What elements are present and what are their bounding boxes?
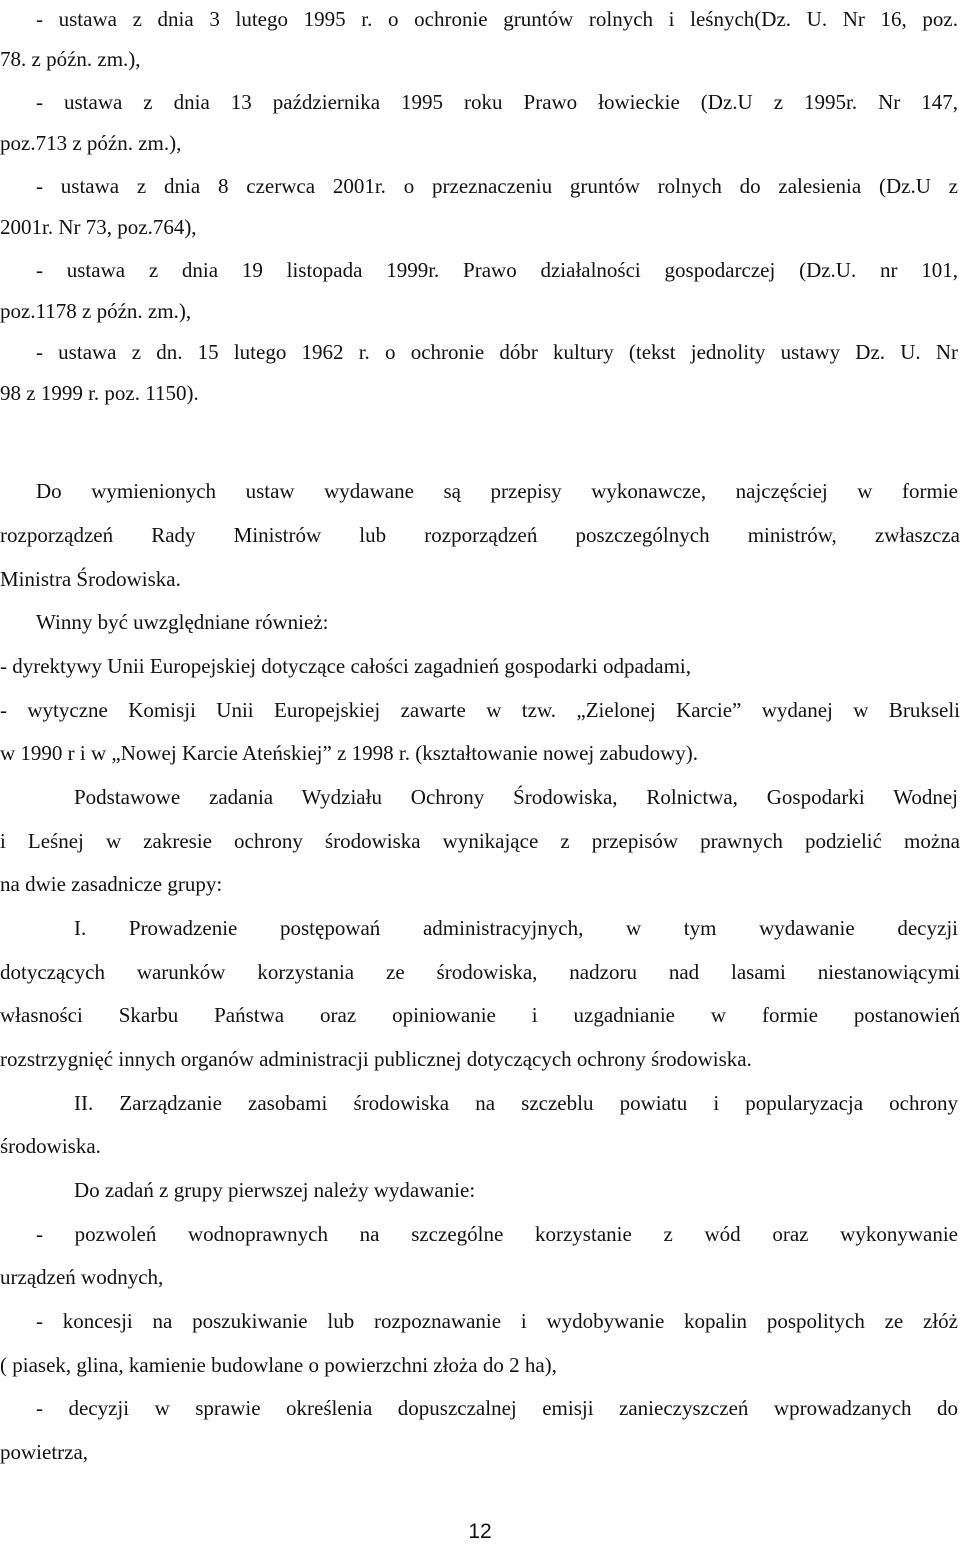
- text-line: - koncesji na poszukiwanie lub rozpoznawanie i wydobywanie kopalin pospolitych ze złóż: [36, 1309, 958, 1333]
- text-line: I. Prowadzenie postępowań administracyjnych, w tym wydawanie decyzji: [74, 916, 958, 940]
- text-line: Podstawowe zadania Wydziału Ochrony Środowiska, Rolnictwa, Gospodarki Wodnej: [74, 785, 958, 809]
- text-line: - dyrektywy Unii Europejskiej dotyczące całości zagadnień gospodarki odpadami,: [0, 654, 692, 678]
- page-number: 12: [468, 1520, 492, 1543]
- text-line: urządzeń wodnych,: [0, 1265, 164, 1289]
- text-line: - ustawa z dnia 3 lutego 1995 r. o ochronie gruntów rolnych i leśnych(Dz. U. Nr 16, poz.: [36, 7, 958, 31]
- text-line: dotyczących warunków korzystania ze środowiska, nadzoru nad lasami niestanowiącymi: [0, 960, 960, 984]
- text-line: środowiska.: [0, 1134, 101, 1158]
- text-line: powietrza,: [0, 1440, 89, 1464]
- text-line: Winny być uwzględniane również:: [36, 610, 329, 634]
- text-line: II. Zarządzanie zasobami środowiska na szczeblu powiatu i popularyzacja ochrony: [74, 1091, 958, 1115]
- text-line: Do wymienionych ustaw wydawane są przepisy wykonawcze, najczęściej w formie: [36, 479, 958, 503]
- text-line: w 1990 r i w „Nowej Karcie Ateńskiej” z 1998 r. (kształtowanie nowej zabudowy).: [0, 741, 699, 765]
- text-line: rozporządzeń Rady Ministrów lub rozporządzeń poszczególnych ministrów, zwłaszcza: [0, 523, 960, 547]
- text-line: - ustawa z dnia 13 października 1995 roku Prawo łowieckie (Dz.U z 1995r. Nr 147,: [36, 90, 958, 114]
- text-line: poz.713 z późn. zm.),: [0, 131, 182, 155]
- text-line: Ministra Środowiska.: [0, 567, 181, 591]
- text-line: poz.1178 z późn. zm.),: [0, 299, 192, 323]
- text-line: 78. z późn. zm.),: [0, 47, 141, 71]
- text-line: ( piasek, glina, kamienie budowlane o powierzchni złoża do 2 ha),: [0, 1353, 557, 1377]
- text-line: Do zadań z grupy pierwszej należy wydawanie:: [74, 1178, 476, 1202]
- text-line: 2001r. Nr 73, poz.764),: [0, 215, 197, 239]
- text-line: i Leśnej w zakresie ochrony środowiska wynikające z przepisów prawnych podzielić można: [0, 829, 960, 853]
- text-line: - decyzji w sprawie określenia dopuszczalnej emisji zanieczyszczeń wprowadzanych do: [36, 1396, 958, 1420]
- text-line: 98 z 1999 r. poz. 1150).: [0, 381, 199, 405]
- text-line: - wytyczne Komisji Unii Europejskiej zawarte w tzw. „Zielonej Karcie” wydanej w Brukseli: [0, 698, 960, 722]
- text-line: - ustawa z dnia 8 czerwca 2001r. o przeznaczeniu gruntów rolnych do zalesienia (Dz.U z: [36, 174, 958, 198]
- text-line: na dwie zasadnicze grupy:: [0, 872, 223, 896]
- text-line: - ustawa z dn. 15 lutego 1962 r. o ochronie dóbr kultury (tekst jednolity ustawy Dz. U. Nr: [36, 340, 958, 364]
- text-line: - pozwoleń wodnoprawnych na szczególne korzystanie z wód oraz wykonywanie: [36, 1222, 958, 1246]
- text-line: własności Skarbu Państwa oraz opiniowanie i uzgadnianie w formie postanowień: [0, 1003, 960, 1027]
- text-line: rozstrzygnięć innych organów administracji publicznej dotyczących ochrony środowiska.: [0, 1047, 752, 1071]
- text-line: - ustawa z dnia 19 listopada 1999r. Prawo działalności gospodarczej (Dz.U. nr 101,: [36, 258, 958, 282]
